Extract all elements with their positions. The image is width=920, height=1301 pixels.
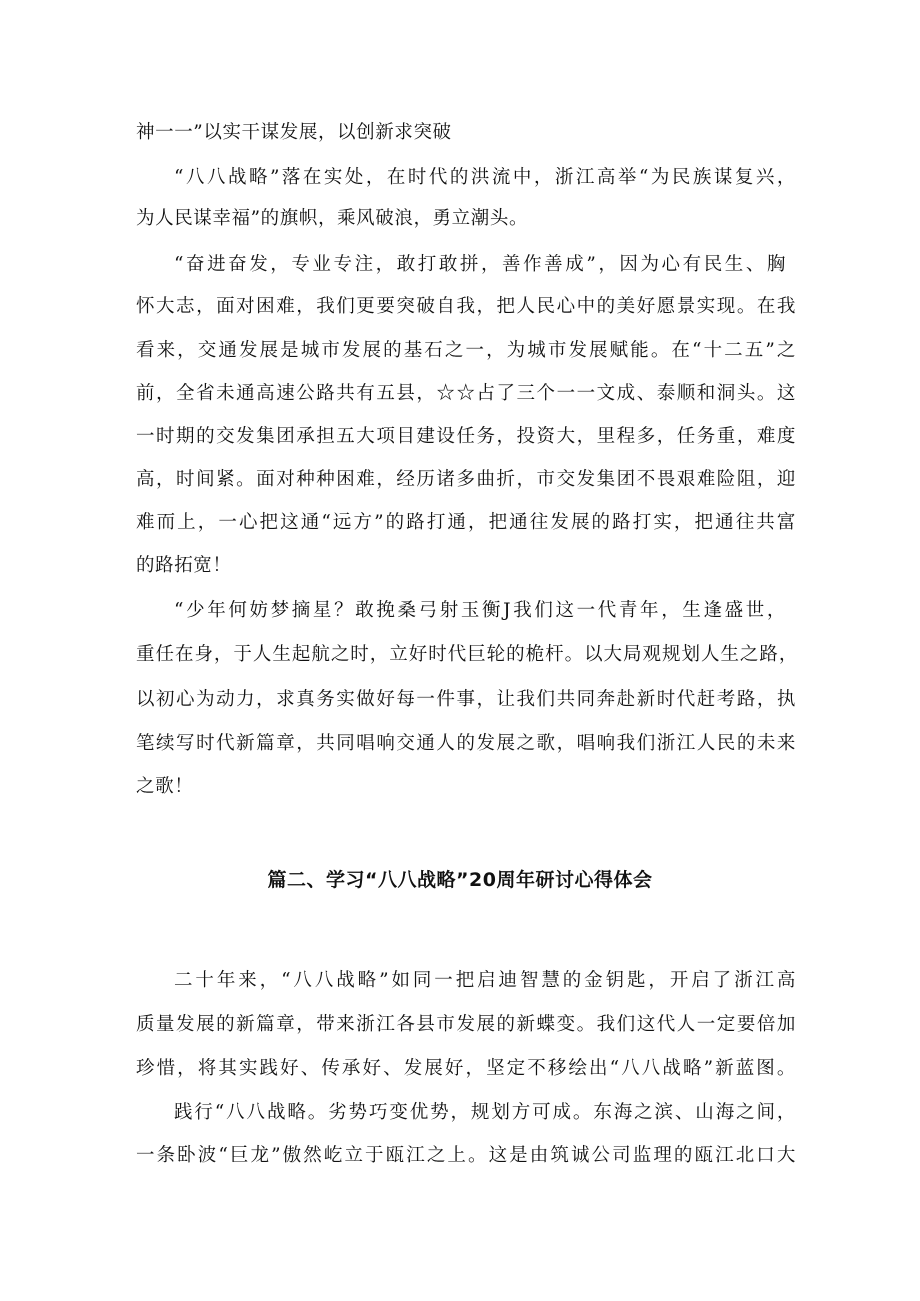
text-line: 为人民谋幸福”的旗帜，乘风破浪，勇立潮头。 [136, 208, 529, 229]
text-line: 怀大志，面对困难，我们更要突破自我，把人民心中的美好愿景实现。在我 [136, 296, 796, 317]
text-line: 重任在身，于人生起航之时，立好时代巨轮的桅杆。以大局观规划人生之路， [136, 644, 798, 665]
text-line: 质量发展的新篇章，带来浙江各县市发展的新蝶变。我们这代人一定要倍加 [136, 1014, 796, 1035]
text-line: 的路拓宽！ [136, 555, 232, 576]
text-line: 一条卧波“巨龙”傲然屹立于瓯江之上。这是由筑诚公司监理的瓯江北口大 [136, 1145, 796, 1166]
text-line: 之歌！ [136, 776, 194, 797]
text-line: 神一一”以实干谋发展，以创新求突破 [136, 122, 452, 143]
text-line: “八八战略”落在实处，在时代的洪流中，浙江高举“为民族谋复兴， [174, 167, 796, 188]
text-line: 践行“八八战略。劣势巧变优势，规划方可成。东海之滨、山海之间， [174, 1102, 796, 1123]
text-line: 二十年来，“八八战略”如同一把启迪智慧的金钥匙，开启了浙江高 [174, 970, 796, 991]
text-line: 高，时间紧。面对种种困难，经历诸多曲折，市交发集团不畏艰难险阻，迎 [136, 469, 796, 490]
text-line: 难而上，一心把这通“远方”的路打通，把通往发展的路打实，把通往共富 [136, 512, 796, 533]
text-line: 以初心为动力，求真务实做好每一件事，让我们共同奔赴新时代赶考路，执 [136, 689, 796, 710]
text-line: 一时期的交发集团承担五大项目建设任务，投资大，里程多，任务重，难度 [136, 426, 796, 447]
text-line: 前，全省未通高速公路共有五县，☆☆占了三个一一文成、泰顺和洞头。这 [136, 383, 796, 404]
text-line: “少年何妨梦摘星？敢挽桑弓射玉衡J我们这一代青年，生逢盛世， [174, 600, 786, 621]
text-line: “奋进奋发，专业专注，敢打敢拼，善作善成”，因为心有民生、胸 [174, 254, 786, 275]
text-line: 珍惜，将其实践好、传承好、发展好，坚定不移绘出“八八战略”新蓝图。 [136, 1058, 796, 1079]
section-heading: 篇二、学习“八八战略”20周年研讨心得体会 [267, 869, 653, 891]
text-line: 看来，交通发展是城市发展的基石之一，为城市发展赋能。在“十二五”之 [136, 340, 796, 361]
text-line: 笔续写时代新篇章，共同唱响交通人的发展之歌，唱响我们浙江人民的未来 [136, 733, 796, 754]
